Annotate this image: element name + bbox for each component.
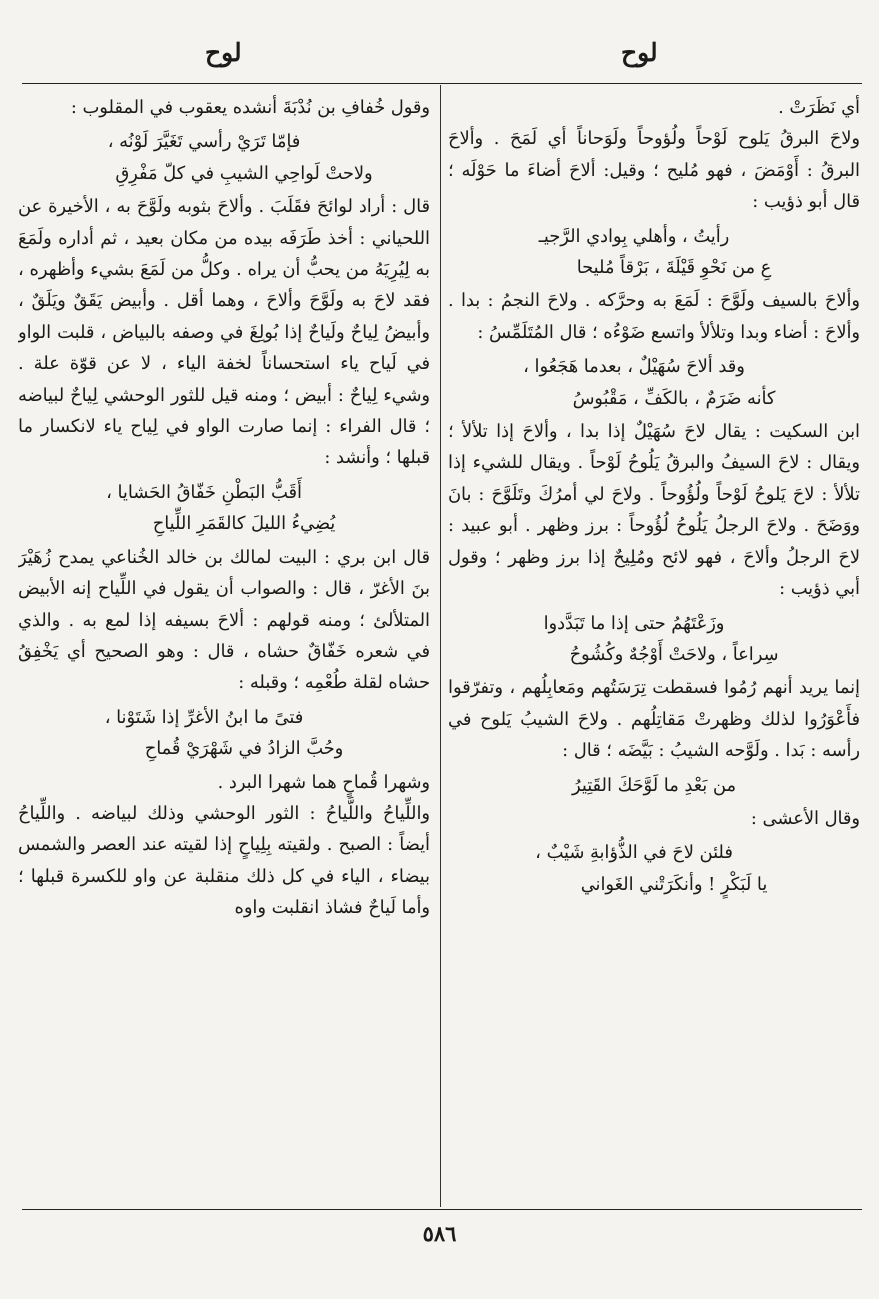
left-column bbox=[18, 92, 430, 1202]
paragraph: أي نَظَرَتْ . bbox=[778, 97, 860, 118]
verse bbox=[448, 837, 860, 900]
verse-line: فإمّا تَرَيْ رأسي تَغَيَّرَ لَوْنُه ، bbox=[107, 131, 301, 153]
verse-line: أَقَبُّ البَطْنِ خَفّاقُ الحَشايا ، bbox=[106, 481, 302, 503]
paragraph: قال ابن بري : البيت لمالك بن خالد الخُناعي يمدح زُهَيْرَ بنَ الأغرّ ، قال : والصواب أن يقول في اللِّياح إنه الأبيض المتلألئ ؛ ومنه قولهم : ألاحَ بسيفه إذا لمع به . والذي في شعره خَفّاقٌ حشاه ، قال : وهو الصحيح أي يَخْفِقُ حشاه لقلة طُعْمِه ؛ وقبله : bbox=[18, 546, 430, 694]
paragraph: وقال الأعشى : bbox=[750, 807, 860, 829]
paragraph: ولاحَ البرقُ يَلوح لَوْحاً ولُؤوحاً ولَوَحاناً أي لَمَحَ . وألاحَ البرقُ : أَوْمَضَ ، فهو مُليح ؛ وقيل: ألاحَ أضاءَ ما حَوْلَه ؛ قال أبو ذؤيب : bbox=[448, 128, 860, 213]
running-head-right: لوح bbox=[621, 38, 658, 67]
verse-line: ولاحتْ لَواحِي الشيبِ في كلّ مَفْرِقِ bbox=[115, 162, 373, 184]
paragraph: وألاحَ بالسيف ولَوَّحَ : لَمَعَ به وحرَّكه . ولاحَ النجمُ : بدا . وألاحَ : أضاء وبدا وتلألأ واتسع ضَوْءُه ؛ قال المُتَلَمِّسُ : bbox=[448, 290, 860, 343]
verse bbox=[18, 702, 430, 765]
page-number: ٥٨٦ bbox=[422, 1221, 457, 1246]
verse-line: عِ من نَحْوِ قَيْلَةَ ، بَرْقاً مُليحا bbox=[576, 257, 772, 279]
verse-line: وقد ألاحَ سُهَيْلٌ ، بعدما هَجَعُوا ، bbox=[523, 356, 745, 378]
verse bbox=[448, 770, 860, 801]
verse bbox=[18, 477, 430, 540]
verse bbox=[18, 126, 430, 189]
paragraph: وقول خُفافِ بن نُدْبَةَ أنشده يعقوب في المقلوب : bbox=[70, 97, 430, 118]
verse-line: وزَعْتَهُمُ حتى إذا ما تَبَدَّدوا bbox=[543, 612, 725, 634]
verse bbox=[448, 221, 860, 284]
paragraph: واللِّياحُ واللَّياحُ : الثور الوحشي وذلك لبياضه . واللِّياحُ أيضاً : الصبح . ولقيته بِلِياحٍ إذا لقيته عند العصر والشمس بيضاء ، الياء في كل ذلك منقلبة عن واو للكسرة قبلها ؛ وأما لَياحٌ فشاذ انقلبت واوه bbox=[18, 802, 430, 919]
verse bbox=[448, 608, 860, 671]
running-head-left: لوح bbox=[205, 38, 242, 67]
bottom-rule bbox=[22, 1209, 862, 1210]
paragraph: قال : أراد لوائحَ فقَلَبَ . وألاحَ بثوبه ولَوَّحَ به ، الأخيرة عن اللحياني : أخذ طَرَفَه بيده من مكان بعيد ، ثم أداره ولَمَعَ به لِيُرِيَهُ من يحبُّ أن يراه . وكلُّ من لَمَعَ بشيء وأظهره ، فقد لاحَ به ولَوَّحَ وألاحَ ، وهما أقل . وأبيض يَقَقٌ ويَلَقٌ ، وأبيضُ لِياحٌ ولَياحٌ إذا بُولِغَ في وصفه بالبياض ، قلبت الواو في لَياح ياء استحساناً لخفة الياء ، لا عن قوّة علة . وشيء لِياحٌ : أبيض ؛ ومنه قيل للثور الوحشي لِياحٌ لبياضه ؛ قال الفراء : إنما صارت الواو في لِياح ياء لانكسار ما قبلها ؛ وأنشد : bbox=[18, 196, 430, 469]
top-rule bbox=[22, 83, 862, 84]
verse-line: يُضِيءُ الليلَ كالقَمَرِ اللِّياحِ bbox=[152, 513, 336, 535]
paragraph: إنما يريد أنهم رُمُوا فسقطت تِرَسَتُهم ومَعابِلُهم ، وتفرّقوا فأَعْوَرُوا لذلك وظهرتْ مَقاتِلُهم . ولاحَ الشيبُ يَلوح في رأسه : بَدا . ولَوَّحه الشيبُ : بَيَّضَه ؛ قال : bbox=[448, 677, 860, 762]
paragraph: ابن السكيت : يقال لاحَ سُهَيْلٌ إذا بدا ، وألاحَ إذا تلألأ ؛ ويقال : لاحَ السيفُ والبرقُ يَلُوحُ لَوْحاً . ويقال للشيء إذا تلألأ : لاحَ يَلوحُ لَوْحاً ولُؤُوحاً . ولاحَ لي أمرُكَ وتَلَوَّحَ : بانَ ووَضَحَ . ولاحَ الرجلُ يَلُوحُ لُؤُوحاً : برز وظهر . أبو عبيد : لاحَ الرجلُ وألاحَ ، فهو لائح ومُلِيحٌ إذا برز وظهر ؛ وقول أبي ذؤيب : bbox=[448, 421, 860, 600]
verse-line: من بَعْدِ ما لَوَّحَكَ القَتِيرُ bbox=[572, 774, 736, 796]
paragraph: وشهرا قُماحٍ هما شهرا البرد . bbox=[217, 771, 430, 793]
verse-line: فلئن لاحَ في الذُّؤابةِ شَيْبٌ ، bbox=[535, 842, 733, 864]
verse-line: يا لَبَكْرٍ ! وأنكَرَتْني الغَواني bbox=[580, 873, 768, 895]
verse-line: كأنه ضَرَمٌ ، بالكَفِّ ، مَقْبُوسُ bbox=[572, 387, 776, 409]
verse-line: رأيتُ ، وأهلي بِوادي الرَّجيـ bbox=[538, 225, 730, 247]
right-column bbox=[448, 92, 860, 1202]
column-divider bbox=[440, 85, 441, 1207]
verse bbox=[448, 351, 860, 414]
verse-line: سِراعاً ، ولاحَتْ أَوْجُهٌ وكُشُوحُ bbox=[569, 643, 779, 665]
verse-line: فتىً ما ابنُ الأغرِّ إذا شَتَوْنا ، bbox=[104, 706, 304, 728]
verse-line: وحُبَّ الزادُ في شَهْرَيْ قُماحِ bbox=[144, 738, 344, 760]
